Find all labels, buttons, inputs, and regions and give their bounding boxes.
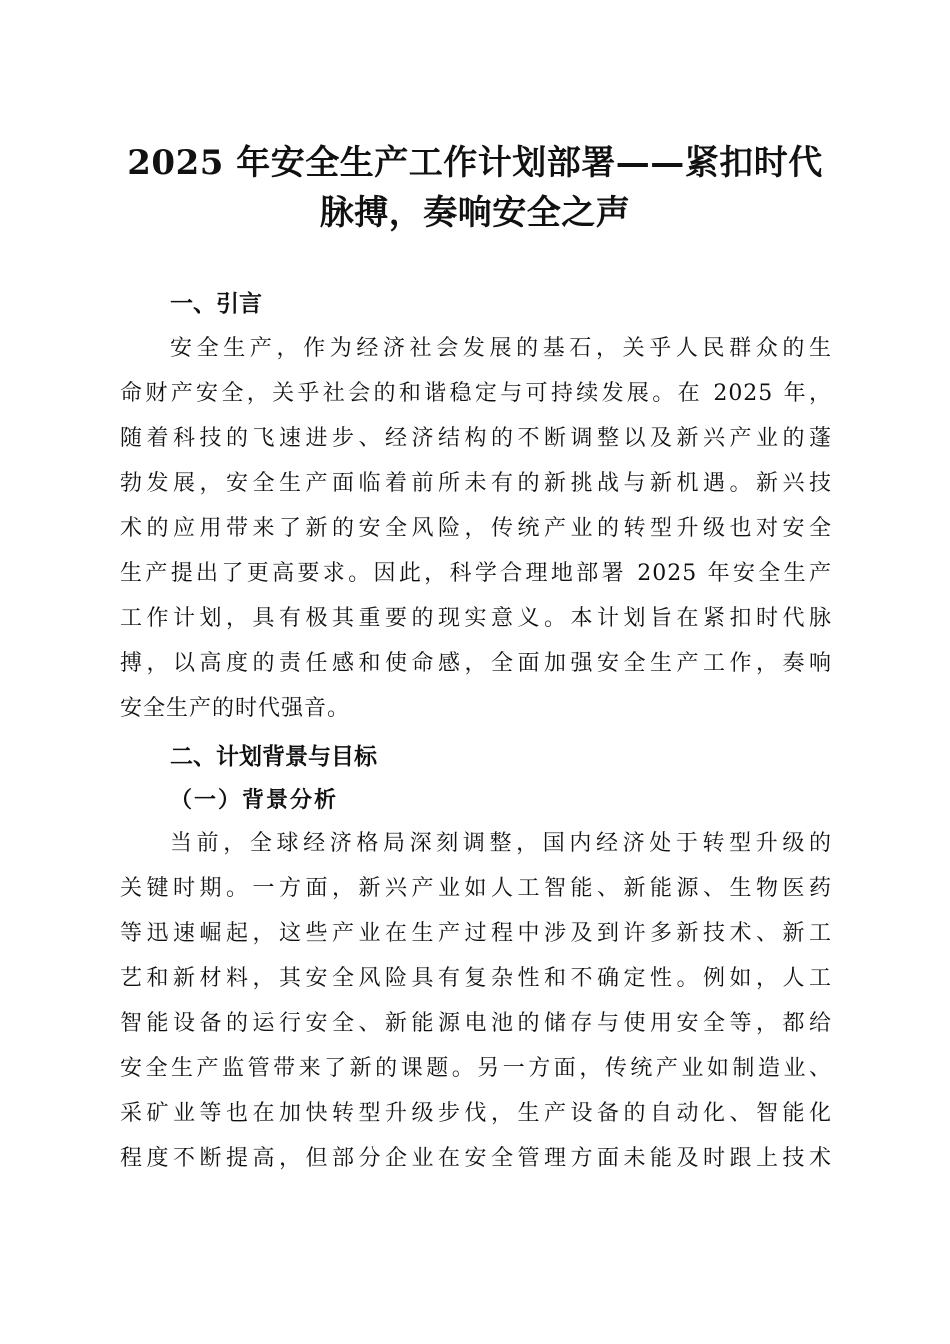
paragraph-line: 搏，以高度的责任感和使命感，全面加强安全生产工作，奏响: [120, 651, 832, 676]
paragraph-line: 采矿业等也在加快转型升级步伐，生产设备的自动化、智能化: [120, 1101, 832, 1126]
paragraph-line: 随着科技的飞速进步、经济结构的不断调整以及新兴产业的蓬: [120, 426, 832, 451]
title-line: 2025 年安全生产工作计划部署——紧扣时代: [127, 143, 823, 183]
paragraph-line: 艺和新材料，其安全风险具有复杂性和不确定性。例如，人工: [120, 966, 832, 991]
paragraph-line: 安全生产的时代强音。: [120, 696, 351, 721]
paragraph-line: 工作计划，具有极其重要的现实意义。本计划旨在紧扣时代脉: [120, 606, 832, 631]
paragraph-line: 勃发展，安全生产面临着前所未有的新挑战与新机遇。新兴技: [120, 471, 832, 496]
paragraph-line: 智能设备的运行安全、新能源电池的储存与使用安全等，都给: [120, 1011, 832, 1036]
paragraph-line: 当前，全球经济格局深刻调整，国内经济处于转型升级的: [170, 831, 832, 856]
paragraph-line: 生产提出了更高要求。因此，科学合理地部署 2025 年安全生产: [120, 561, 832, 586]
paragraph-line: 安全生产监管带来了新的课题。另一方面，传统产业如制造业、: [120, 1056, 832, 1081]
section-heading-introduction: 一、引言: [170, 291, 262, 317]
paragraph-line: 等迅速崛起，这些产业在生产过程中涉及到许多新技术、新工: [120, 921, 832, 946]
paragraph-line: 关键时期。一方面，新兴产业如人工智能、新能源、生物医药: [120, 876, 832, 901]
section-heading-plan-background: 二、计划背景与目标: [170, 744, 377, 770]
title-line: 脉搏，奏响安全之声: [319, 193, 631, 233]
document-body: [120, 282, 832, 1181]
background-paragraph: [120, 821, 832, 1181]
introduction-paragraph: [120, 326, 832, 731]
paragraph-line: 术的应用带来了新的安全风险，传统产业的转型升级也对安全: [120, 516, 832, 541]
paragraph-line: 命财产安全，关乎社会的和谐稳定与可持续发展。在 2025 年，: [120, 381, 832, 406]
document-title: [120, 138, 830, 238]
paragraph-line: 程度不断提高，但部分企业在安全管理方面未能及时跟上技术: [120, 1146, 832, 1171]
paragraph-line: 安全生产，作为经济社会发展的基石，关乎人民群众的生: [170, 336, 832, 361]
subsection-heading-background: （一）背景分析: [170, 787, 339, 813]
